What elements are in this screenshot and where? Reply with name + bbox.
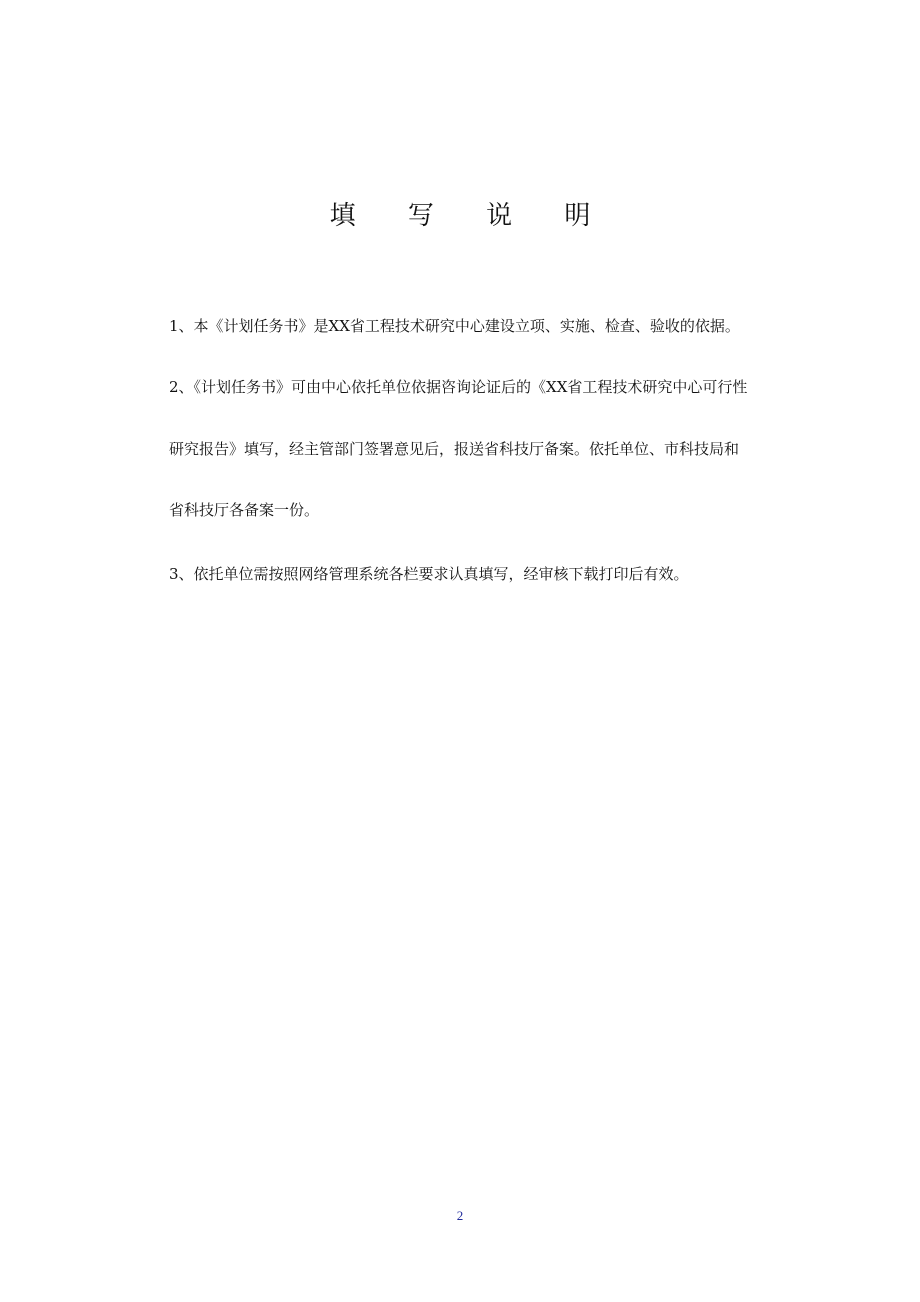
instruction-item-2-line-1: 2、《计划任务书》可由中心依托单位依据咨询论证后的《XX省工程技术研究中心可行性 [169,378,748,396]
instruction-item-2-line-3: 省科技厅各备案一份。 [169,501,320,519]
instruction-item-2-line-2: 研究报告》填写，经主管部门签署意见后，报送省科技厅备案。依托单位、市科技局和 [169,440,740,458]
instruction-item-3: 3、依托单位需按照网络管理系统各栏要求认真填写，经审核下载打印后有效。 [169,565,689,583]
page-number: 2 [456,1208,464,1223]
instruction-item-1: 1、本《计划任务书》是XX省工程技术研究中心建设立项、实施、检查、验收的依据。 [169,317,740,335]
page-title: 填 写 说 明 [329,201,613,231]
